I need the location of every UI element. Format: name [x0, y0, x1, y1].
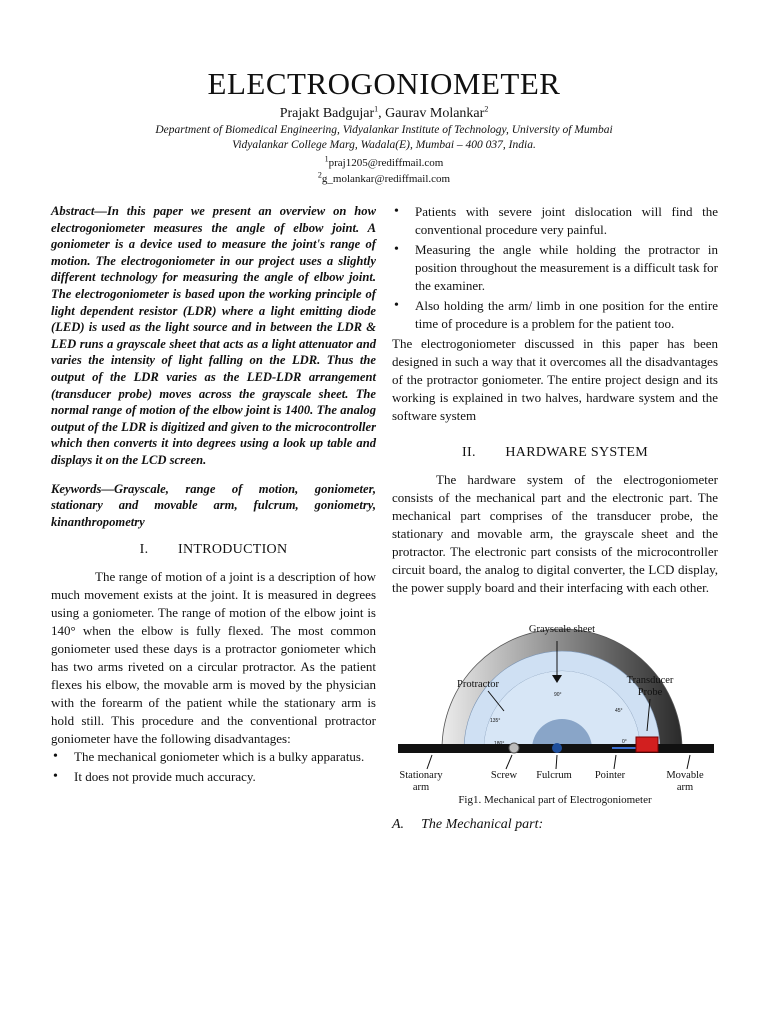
- affiliation-line-1: Department of Biomedical Engineering, Vidyalankar Institute of Technology, University of Mumbai: [155, 124, 613, 136]
- arrow-stationary: [427, 755, 432, 769]
- list-item-text: The mechanical goniometer which is a bulky apparatus.: [74, 749, 365, 765]
- arrow-fulcrum: [556, 755, 557, 769]
- list-item: [51, 748, 376, 766]
- list-item-text: Also holding the arm/ limb in one position for the entire time of procedure is a problem for the patient too.: [415, 298, 718, 331]
- bullet-icon: •: [53, 769, 58, 785]
- label-stationary-arm: Stationary arm: [399, 770, 443, 793]
- label-grayscale-sheet: Grayscale sheet: [528, 624, 596, 635]
- author-2: , Gaurav Molankar: [378, 106, 485, 121]
- subsection-number: A.: [392, 817, 405, 832]
- disadvantages-list-left: [51, 748, 376, 786]
- left-column: [51, 203, 376, 788]
- bullet-icon: •: [394, 242, 399, 257]
- bullet-icon: •: [53, 749, 58, 765]
- author-1-sup: 1: [374, 104, 379, 114]
- intro-paragraph: The range of motion of a joint is a description of how much movement exists at the joint. It is measured in degrees using a goniometer. The range of motion of the elbow joint is 140° when the elbow is fully flexed. The most common goniometer used these days is a protractor goniometer which has two arms riveted on a circular protractor. As the patient flexes his elbow, the movable arm is moved by the physician with the forearm of the patient while the stationary arm is hold still. This procedure and the conventional protractor goniometer have the following disadvantages:: [51, 569, 376, 747]
- affiliation-line-2: Vidyalankar College Marg, Wadala(E), Mumbai – 400 037, India.: [232, 139, 536, 151]
- email-1-text: praj1205@rediffmail.com: [328, 157, 444, 169]
- screw: [509, 743, 519, 753]
- fulcrum: [552, 743, 562, 753]
- tick-label: 0°: [622, 739, 627, 745]
- section-title: INTRODUCTION: [178, 542, 288, 558]
- label-pointer: Pointer: [594, 770, 626, 781]
- list-item-text: It does not provide much accuracy.: [74, 769, 256, 785]
- email-1: [0, 154, 768, 169]
- hardware-paragraph: The hardware system of the electrogoniometer consists of the mechanical part and the electronic part. The mechanical part comprises of the transducer probe, the stationary and movable arm, the grayscale sheet and the protractor. The electronic part consists of the microcontroller circuit board, the analog to digital converter, the LCD display, the power supply board and their interfacing with each other.: [392, 472, 718, 595]
- subsection-title: The Mechanical part:: [421, 817, 544, 832]
- keywords: Keywords—Grayscale, range of motion, goniometer, stationary and movable arm, fulcrum, goniometry, kinanthropometry: [51, 481, 376, 529]
- transducer-probe: [636, 737, 658, 752]
- arrow-pointer: [614, 755, 616, 769]
- author-2-sup: 2: [484, 104, 489, 114]
- subsection-heading-mechanical: [392, 817, 718, 833]
- figure-caption: Fig1. Mechanical part of Electrogoniometer: [458, 794, 652, 806]
- bullet-icon: •: [394, 298, 399, 313]
- abstract: Abstract—In this paper we present an overview on how electrogoniometer measures the angle of elbow joint. A goniometer is a device used to measure the joint's range of motion. The electrogoniometer in our project uses a slightly different technology for measuring the angle of elbow joint. The electrogoniometer is based upon the working principle of light dependent resistor (LDR) where a light emitting diode (LED) is used as the light source and in between the LDR & LED runs a grayscale sheet that acts as a light attenuator and varies the intensity of light falling on the LDR. Thus the output of the LDR varies as the LED-LDR arrangement (transducer probe) moves across the grayscale sheet. The normal range of motion of the elbow joint is 1400. The analog output of the LDR is digitized and given to the microcontroller which then converts it into degrees using a look up table and displays it on the LCD screen.: [51, 204, 376, 467]
- list-item: [392, 297, 718, 333]
- section-number: I.: [139, 542, 149, 558]
- section-title: HARDWARE SYSTEM: [505, 445, 648, 460]
- label-movable-arm: Movable arm: [666, 770, 704, 793]
- list-item-text: Measuring the angle while holding the protractor in position throughout the measurement is a difficult task for the examiner.: [415, 242, 718, 293]
- right-column: [392, 203, 718, 833]
- bullet-icon: •: [394, 204, 399, 219]
- list-item: [392, 241, 718, 295]
- paper-title: ELECTROGONIOMETER: [207, 66, 561, 101]
- disadvantages-list-right: [392, 203, 718, 333]
- section-heading-introduction: [51, 542, 376, 558]
- arrow-screw: [506, 755, 512, 769]
- label-transducer-probe: Transducer Probe: [626, 675, 674, 698]
- arrow-movable: [687, 755, 690, 769]
- email-1-sup: 1: [324, 154, 329, 164]
- email-2-sup: 2: [317, 170, 322, 180]
- tick-label: 90°: [554, 692, 562, 698]
- author-1: Prajakt Badgujar: [279, 106, 375, 121]
- mechanical-part-figure: [392, 619, 718, 809]
- list-item: [392, 203, 718, 239]
- overview-paragraph: The electrogoniometer discussed in this paper has been designed in such a way that it overcomes all the disadvantages of the protractor goniometer. The entire project design and its working is explained in two halves, hardware system and the software system: [392, 336, 718, 423]
- email-2: [0, 170, 768, 185]
- label-fulcrum: Fulcrum: [536, 770, 572, 781]
- tick-label: 180°: [494, 741, 505, 747]
- list-item-text: Patients with severe joint dislocation will find the conventional procedure very painful.: [415, 204, 718, 237]
- goniometer-diagram: [392, 619, 718, 794]
- section-heading-hardware: [392, 445, 718, 461]
- email-2-text: g_molankar@rediffmail.com: [321, 173, 451, 185]
- label-screw: Screw: [490, 770, 518, 781]
- label-protractor: Protractor: [457, 679, 499, 690]
- tick-label: 135°: [490, 718, 501, 724]
- tick-label: 45°: [615, 708, 623, 714]
- list-item: [51, 768, 376, 786]
- section-number: II.: [462, 445, 476, 460]
- authors-line: [0, 106, 768, 122]
